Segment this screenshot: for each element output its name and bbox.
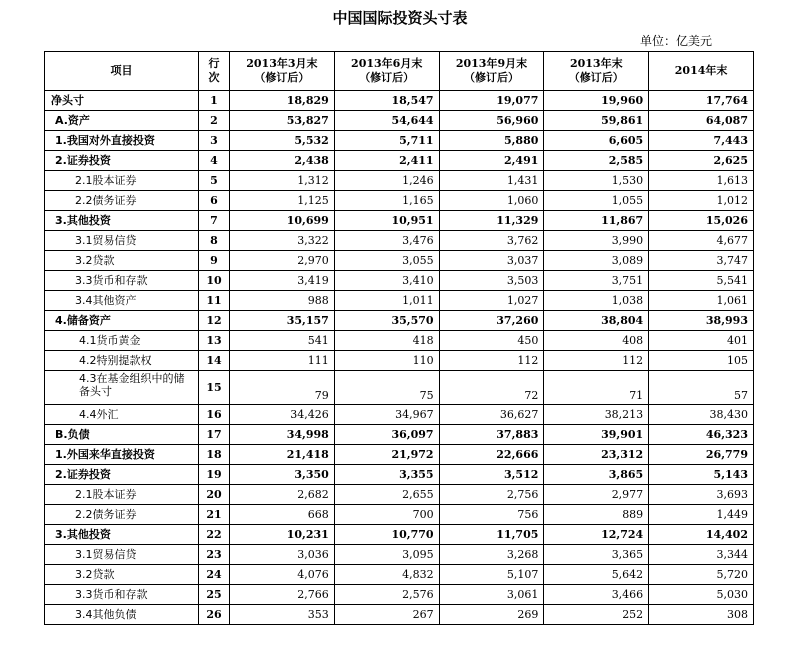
row-index: 14: [199, 351, 230, 371]
value-cell: 1,060: [439, 191, 544, 211]
table-row: [45, 211, 754, 231]
row-index: 20: [199, 485, 230, 505]
value-cell: 71: [544, 371, 649, 405]
table-row: [45, 111, 754, 131]
row-label: 2.证券投资: [45, 151, 199, 171]
value-cell: 10,699: [230, 211, 335, 231]
row-label: 3.1贸易信贷: [45, 545, 199, 565]
value-cell: 252: [544, 605, 649, 625]
row-index: 26: [199, 605, 230, 625]
table-row: [45, 231, 754, 251]
row-index: 6: [199, 191, 230, 211]
value-cell: 4,677: [649, 231, 754, 251]
value-cell: 79: [230, 371, 335, 405]
row-label: 4.储备资产: [45, 311, 199, 331]
row-index: 1: [199, 91, 230, 111]
value-cell: 14,402: [649, 525, 754, 545]
header-2013-end: 2013年末 （修订后）: [544, 52, 649, 91]
table-row: [45, 311, 754, 331]
row-label: 3.1贸易信贷: [45, 231, 199, 251]
value-cell: 1,055: [544, 191, 649, 211]
row-index: 18: [199, 445, 230, 465]
value-cell: 10,770: [334, 525, 439, 545]
value-cell: 5,532: [230, 131, 335, 151]
row-label: B.负债: [45, 425, 199, 445]
row-index: 4: [199, 151, 230, 171]
row-label: 3.3货币和存款: [45, 585, 199, 605]
value-cell: 5,711: [334, 131, 439, 151]
value-cell: 3,419: [230, 271, 335, 291]
value-cell: 3,089: [544, 251, 649, 271]
value-cell: 18,547: [334, 91, 439, 111]
table-row: [45, 291, 754, 311]
value-cell: 11,705: [439, 525, 544, 545]
table-row: [45, 605, 754, 625]
value-cell: 59,861: [544, 111, 649, 131]
row-index: 22: [199, 525, 230, 545]
value-cell: 668: [230, 505, 335, 525]
table-row: [45, 485, 754, 505]
value-cell: 353: [230, 605, 335, 625]
value-cell: 19,077: [439, 91, 544, 111]
header-row-index: 行 次: [199, 52, 230, 91]
table-row: [45, 271, 754, 291]
value-cell: 21,418: [230, 445, 335, 465]
value-cell: 3,512: [439, 465, 544, 485]
value-cell: 3,037: [439, 251, 544, 271]
value-cell: 3,061: [439, 585, 544, 605]
value-cell: 3,503: [439, 271, 544, 291]
value-cell: 3,865: [544, 465, 649, 485]
value-cell: 1,038: [544, 291, 649, 311]
value-cell: 5,642: [544, 565, 649, 585]
row-label: 2.1股本证券: [45, 171, 199, 191]
table-row: [45, 331, 754, 351]
value-cell: 21,972: [334, 445, 439, 465]
value-cell: 1,165: [334, 191, 439, 211]
row-label: 1.外国来华直接投资: [45, 445, 199, 465]
table-row: [45, 405, 754, 425]
row-label: 2.1股本证券: [45, 485, 199, 505]
row-index: 5: [199, 171, 230, 191]
value-cell: 34,426: [230, 405, 335, 425]
value-cell: 105: [649, 351, 754, 371]
table-row: [45, 131, 754, 151]
table-row: [45, 351, 754, 371]
value-cell: 1,012: [649, 191, 754, 211]
value-cell: 3,751: [544, 271, 649, 291]
value-cell: 38,804: [544, 311, 649, 331]
value-cell: 7,443: [649, 131, 754, 151]
row-label: 3.2贷款: [45, 565, 199, 585]
value-cell: 2,491: [439, 151, 544, 171]
header-2013-q3: 2013年9月末 （修订后）: [439, 52, 544, 91]
table-body: [45, 91, 754, 625]
value-cell: 3,476: [334, 231, 439, 251]
value-cell: 111: [230, 351, 335, 371]
table-row: [45, 191, 754, 211]
value-cell: 3,322: [230, 231, 335, 251]
value-cell: 112: [439, 351, 544, 371]
row-index: 9: [199, 251, 230, 271]
row-label: 4.2特别提款权: [45, 351, 199, 371]
value-cell: 1,011: [334, 291, 439, 311]
row-label: 3.4其他负债: [45, 605, 199, 625]
value-cell: 889: [544, 505, 649, 525]
value-cell: 34,998: [230, 425, 335, 445]
row-label: 2.证券投资: [45, 465, 199, 485]
value-cell: 3,410: [334, 271, 439, 291]
value-cell: 39,901: [544, 425, 649, 445]
value-cell: 57: [649, 371, 754, 405]
value-cell: 3,693: [649, 485, 754, 505]
header-2013-q2: 2013年6月末 （修订后）: [334, 52, 439, 91]
row-index: 13: [199, 331, 230, 351]
row-index: 10: [199, 271, 230, 291]
value-cell: 2,655: [334, 485, 439, 505]
value-cell: 1,125: [230, 191, 335, 211]
value-cell: 35,570: [334, 311, 439, 331]
row-index: 21: [199, 505, 230, 525]
value-cell: 17,764: [649, 91, 754, 111]
value-cell: 5,143: [649, 465, 754, 485]
value-cell: 26,779: [649, 445, 754, 465]
row-index: 3: [199, 131, 230, 151]
row-label: 3.3货币和存款: [45, 271, 199, 291]
value-cell: 1,312: [230, 171, 335, 191]
row-index: 12: [199, 311, 230, 331]
value-cell: 2,438: [230, 151, 335, 171]
value-cell: 36,627: [439, 405, 544, 425]
value-cell: 22,666: [439, 445, 544, 465]
value-cell: 2,411: [334, 151, 439, 171]
row-index: 24: [199, 565, 230, 585]
row-index: 17: [199, 425, 230, 445]
value-cell: 541: [230, 331, 335, 351]
value-cell: 12,724: [544, 525, 649, 545]
value-cell: 34,967: [334, 405, 439, 425]
value-cell: 2,625: [649, 151, 754, 171]
table-row: [45, 565, 754, 585]
value-cell: 38,430: [649, 405, 754, 425]
value-cell: 2,970: [230, 251, 335, 271]
value-cell: 37,260: [439, 311, 544, 331]
value-cell: 3,344: [649, 545, 754, 565]
value-cell: 1,449: [649, 505, 754, 525]
value-cell: 4,832: [334, 565, 439, 585]
table-row: [45, 171, 754, 191]
value-cell: 3,350: [230, 465, 335, 485]
row-index: 23: [199, 545, 230, 565]
header-item: 项目: [45, 52, 199, 91]
value-cell: 4,076: [230, 565, 335, 585]
value-cell: 756: [439, 505, 544, 525]
value-cell: 418: [334, 331, 439, 351]
table-row: [45, 425, 754, 445]
value-cell: 11,329: [439, 211, 544, 231]
value-cell: 11,867: [544, 211, 649, 231]
value-cell: 3,990: [544, 231, 649, 251]
value-cell: 23,312: [544, 445, 649, 465]
value-cell: 53,827: [230, 111, 335, 131]
value-cell: 3,036: [230, 545, 335, 565]
row-index: 11: [199, 291, 230, 311]
value-cell: 988: [230, 291, 335, 311]
table-row: [45, 251, 754, 271]
value-cell: 3,762: [439, 231, 544, 251]
value-cell: 72: [439, 371, 544, 405]
row-index: 25: [199, 585, 230, 605]
row-label: 1.我国对外直接投资: [45, 131, 199, 151]
table-row: [45, 545, 754, 565]
value-cell: 401: [649, 331, 754, 351]
value-cell: 37,883: [439, 425, 544, 445]
value-cell: 56,960: [439, 111, 544, 131]
table-row: [45, 371, 754, 405]
value-cell: 5,880: [439, 131, 544, 151]
value-cell: 3,355: [334, 465, 439, 485]
unit-label: 单位：亿美元: [640, 34, 713, 48]
row-label: A.资产: [45, 111, 199, 131]
header-2014-end: 2014年末: [649, 52, 754, 91]
table-row: [45, 525, 754, 545]
value-cell: 1,530: [544, 171, 649, 191]
value-cell: 3,747: [649, 251, 754, 271]
value-cell: 2,977: [544, 485, 649, 505]
value-cell: 450: [439, 331, 544, 351]
value-cell: 5,107: [439, 565, 544, 585]
header-2013-q1: 2013年3月末 （修订后）: [230, 52, 335, 91]
value-cell: 75: [334, 371, 439, 405]
value-cell: 35,157: [230, 311, 335, 331]
value-cell: 6,605: [544, 131, 649, 151]
row-label: 3.4其他资产: [45, 291, 199, 311]
table-header-row: [45, 52, 754, 91]
value-cell: 2,682: [230, 485, 335, 505]
value-cell: 1,613: [649, 171, 754, 191]
value-cell: 38,213: [544, 405, 649, 425]
row-index: 15: [199, 371, 230, 405]
value-cell: 112: [544, 351, 649, 371]
value-cell: 308: [649, 605, 754, 625]
value-cell: 2,585: [544, 151, 649, 171]
position-table: [44, 51, 754, 625]
table-row: [45, 151, 754, 171]
table-row: [45, 91, 754, 111]
row-label: 2.2债务证券: [45, 505, 199, 525]
value-cell: 700: [334, 505, 439, 525]
value-cell: 3,466: [544, 585, 649, 605]
table-row: [45, 465, 754, 485]
row-label: 3.其他投资: [45, 211, 199, 231]
value-cell: 3,365: [544, 545, 649, 565]
row-index: 8: [199, 231, 230, 251]
value-cell: 5,720: [649, 565, 754, 585]
value-cell: 408: [544, 331, 649, 351]
row-index: 7: [199, 211, 230, 231]
row-label: 4.1货币黄金: [45, 331, 199, 351]
page-title: 中国国际投资头寸表: [332, 9, 468, 27]
value-cell: 1,061: [649, 291, 754, 311]
value-cell: 5,030: [649, 585, 754, 605]
value-cell: 15,026: [649, 211, 754, 231]
value-cell: 2,766: [230, 585, 335, 605]
value-cell: 18,829: [230, 91, 335, 111]
value-cell: 36,097: [334, 425, 439, 445]
value-cell: 54,644: [334, 111, 439, 131]
value-cell: 64,087: [649, 111, 754, 131]
row-label: 净头寸: [45, 91, 199, 111]
value-cell: 269: [439, 605, 544, 625]
table-row: [45, 505, 754, 525]
value-cell: 2,756: [439, 485, 544, 505]
value-cell: 1,027: [439, 291, 544, 311]
row-index: 16: [199, 405, 230, 425]
row-index: 2: [199, 111, 230, 131]
value-cell: 3,268: [439, 545, 544, 565]
value-cell: 1,431: [439, 171, 544, 191]
table-row: [45, 585, 754, 605]
value-cell: 2,576: [334, 585, 439, 605]
value-cell: 10,951: [334, 211, 439, 231]
value-cell: 10,231: [230, 525, 335, 545]
row-label: 4.3在基金组织中的储备头寸: [45, 371, 199, 405]
value-cell: 267: [334, 605, 439, 625]
table-row: [45, 445, 754, 465]
row-index: 19: [199, 465, 230, 485]
value-cell: 3,095: [334, 545, 439, 565]
value-cell: 1,246: [334, 171, 439, 191]
row-label: 2.2债务证券: [45, 191, 199, 211]
value-cell: 46,323: [649, 425, 754, 445]
value-cell: 19,960: [544, 91, 649, 111]
row-label: 3.其他投资: [45, 525, 199, 545]
value-cell: 110: [334, 351, 439, 371]
row-label: 3.2贷款: [45, 251, 199, 271]
row-label: 4.4外汇: [45, 405, 199, 425]
value-cell: 5,541: [649, 271, 754, 291]
value-cell: 38,993: [649, 311, 754, 331]
value-cell: 3,055: [334, 251, 439, 271]
